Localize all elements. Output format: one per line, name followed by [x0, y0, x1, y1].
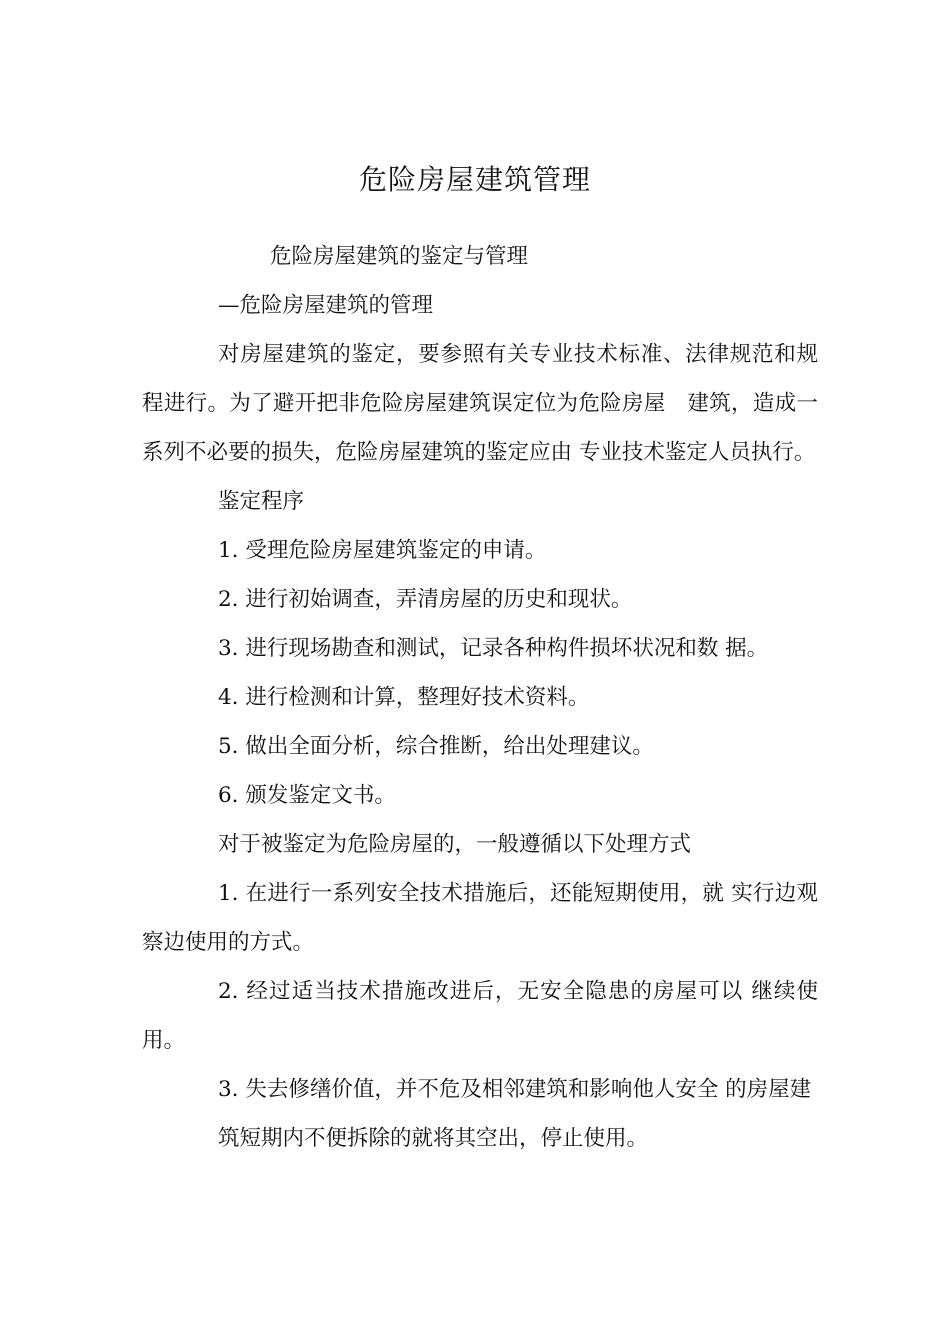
- treatment-heading: 对于被鉴定为危险房屋的，一般遵循以下处理方式: [218, 832, 692, 857]
- document-subtitle: 危险房屋建筑的鉴定与管理: [270, 244, 529, 269]
- procedure-step: 2. 进行初始调查，弄清房屋的历史和现状。: [218, 587, 633, 612]
- procedure-step: 5. 做出全面分析，综合推断，给出处理建议。: [218, 734, 654, 759]
- document-body: [142, 232, 818, 1163]
- treatment-item: 3. 失去修缮价值，并不危及相邻建筑和影响他人安全 的房屋建筑短期内不便拆除的就将其空出，停止使用。: [218, 1077, 812, 1151]
- section-heading: —危险房屋建筑的管理: [218, 293, 434, 318]
- document-title: 危险房屋建筑管理: [358, 163, 591, 196]
- treatment-item: 1. 在进行一系列安全技术措施后，还能短期使用，就 实行边观察边使用的方式。: [142, 881, 818, 955]
- intro-paragraph: 对房屋建筑的鉴定，要参照有关专业技术标准、法律规范和规程进行。为了避开把非危险房屋建筑误定位为危险房屋 建筑，造成一系列不必要的损失，危险房屋建筑的鉴定应由 专业技术鉴定人员执行。: [142, 342, 818, 465]
- procedure-heading: 鉴定程序: [218, 489, 305, 514]
- treatment-item: 2. 经过适当技术措施改进后，无安全隐患的房屋可以 继续使用。: [142, 979, 818, 1053]
- procedure-step: 4. 进行检测和计算，整理好技术资料。: [218, 685, 590, 710]
- procedure-step: 6. 颁发鉴定文书。: [218, 783, 396, 808]
- procedure-step: 3. 进行现场勘查和测试，记录各种构件损坏状况和数 据。: [218, 636, 769, 661]
- procedure-step: 1. 受理危险房屋建筑鉴定的申请。: [218, 538, 547, 563]
